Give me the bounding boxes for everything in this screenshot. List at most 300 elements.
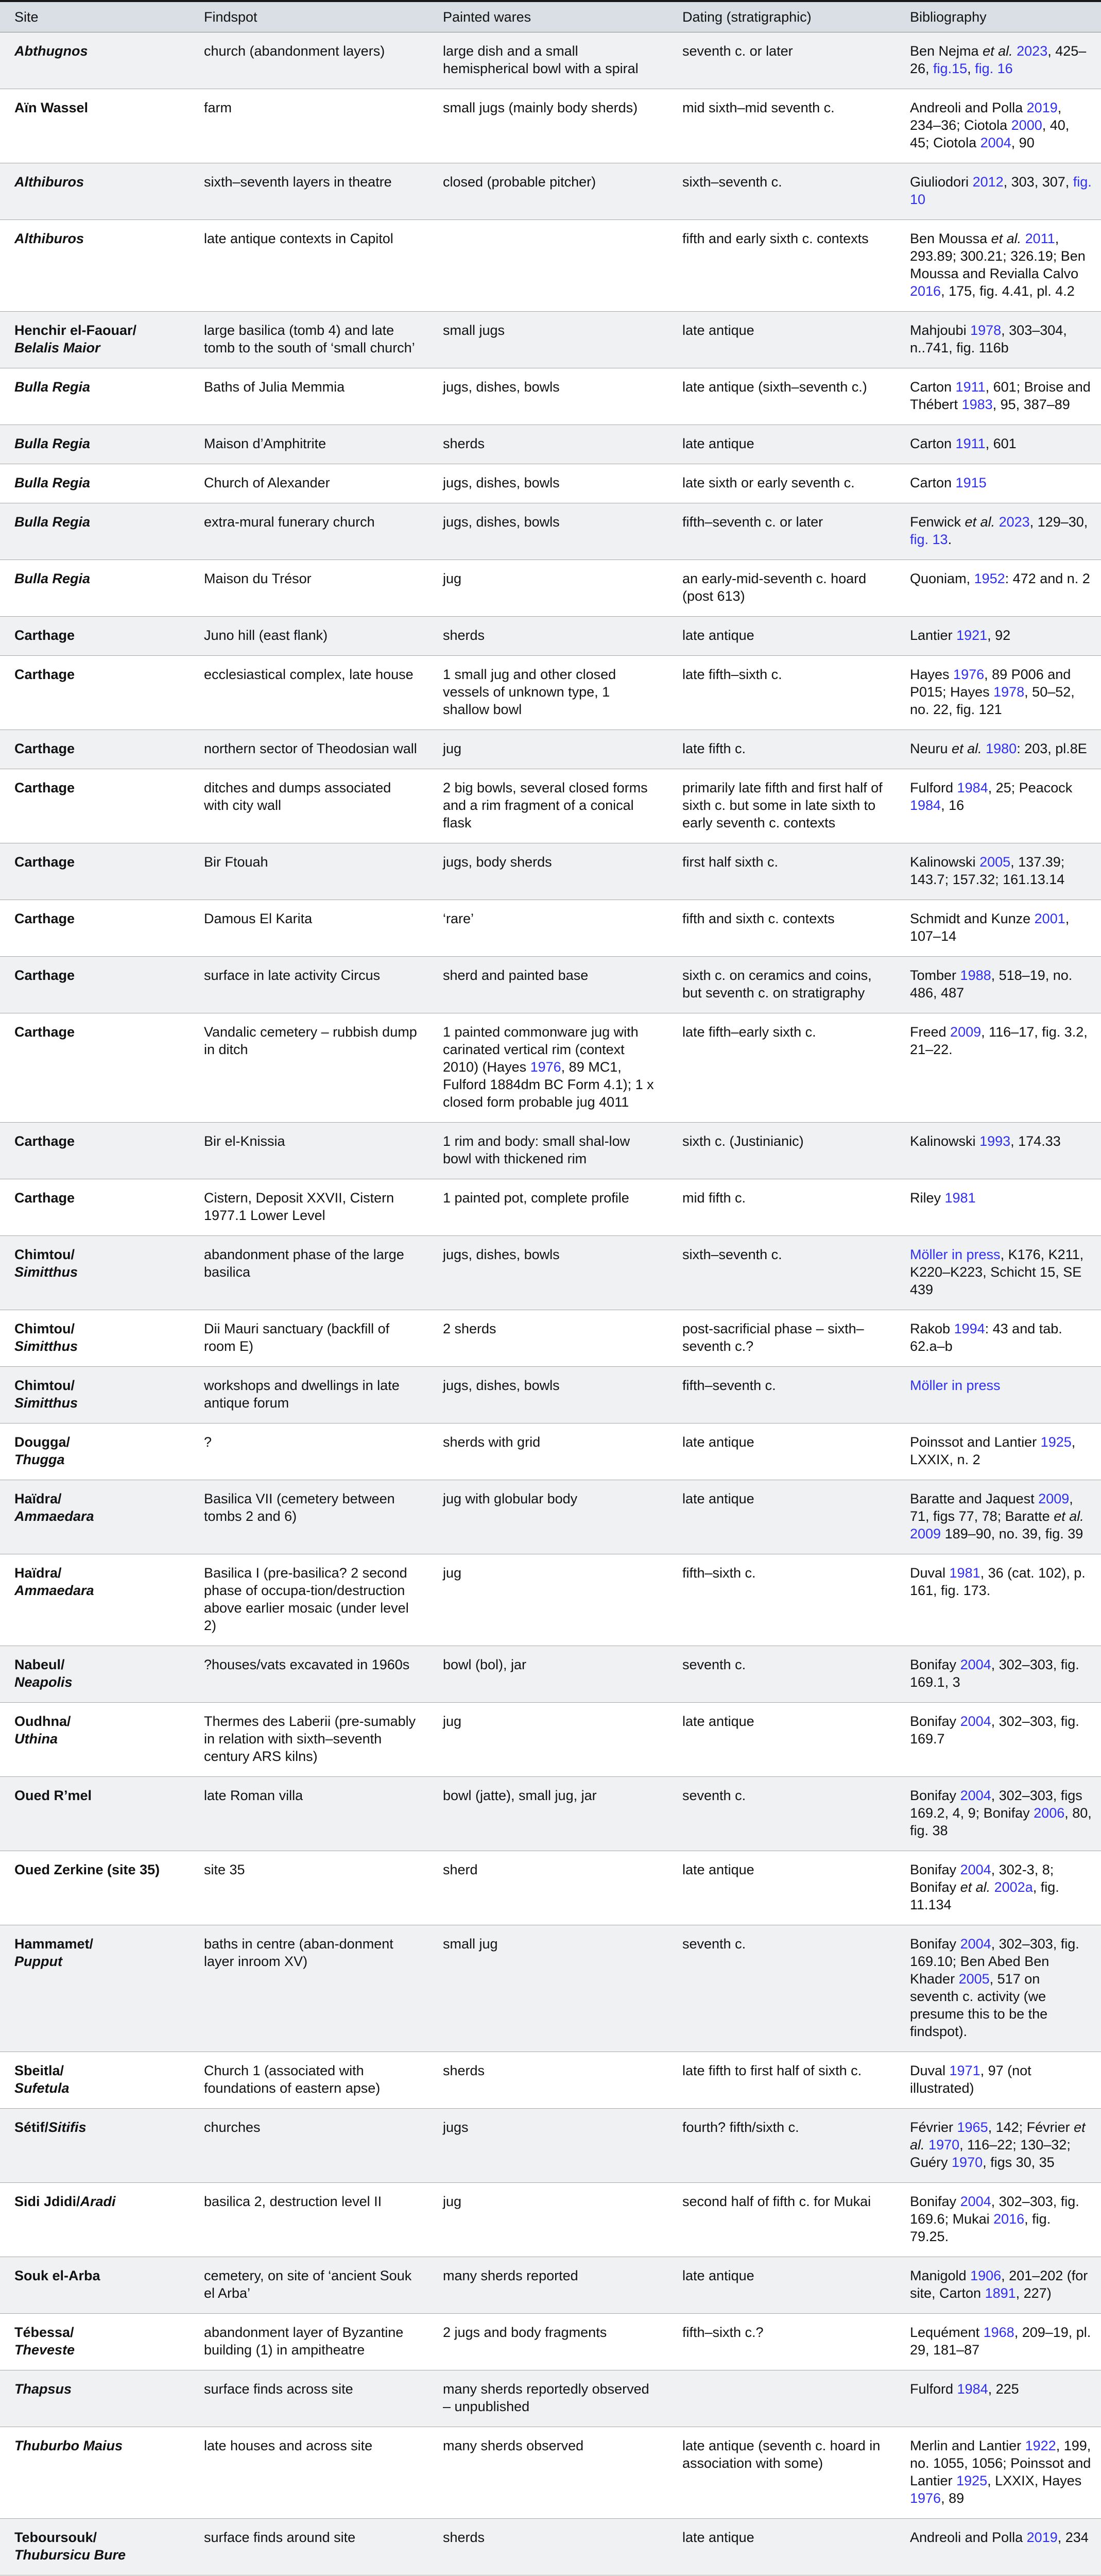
cell-site xyxy=(0,2183,190,2257)
cell-site xyxy=(0,1777,190,1851)
italic-text: et al. xyxy=(960,1879,991,1895)
text-segment: , fig. 79.25. xyxy=(910,2211,1051,2244)
table-row xyxy=(0,843,1101,900)
cell-site xyxy=(0,730,190,769)
cell-findspot: farm xyxy=(190,89,428,163)
table-row xyxy=(0,2052,1101,2109)
citation-link[interactable]: 2016 xyxy=(910,283,941,299)
citation-link[interactable]: 2004 xyxy=(960,1862,991,1877)
site-name: Haïdra/ xyxy=(14,1565,62,1581)
citation-link[interactable]: Möller in press xyxy=(910,1378,1001,1393)
citation-link[interactable]: 1978 xyxy=(970,323,1002,338)
cell-findspot: cemetery, on site of ‘ancient Souk el Arba’ xyxy=(190,2257,428,2314)
text-segment: . xyxy=(948,532,952,547)
cell-bibliography xyxy=(896,2257,1101,2314)
cell-site xyxy=(0,1179,190,1236)
cell-bibliography xyxy=(896,1554,1101,1646)
cell-dating: sixth c. (Justinianic) xyxy=(668,1123,896,1179)
cell-site xyxy=(0,1123,190,1179)
citation-link[interactable]: 1965 xyxy=(957,2120,988,2135)
cell-findspot: Maison du Trésor xyxy=(190,560,428,617)
text-segment: , LXXIX, n. 2 xyxy=(910,1434,1076,1467)
site-ancient-name: Bulla Regia xyxy=(14,571,91,586)
table-row xyxy=(0,1646,1101,1703)
text-segment: , 303–304, n..741, fig. 116b xyxy=(910,323,1067,355)
cell-bibliography xyxy=(896,900,1101,957)
site-name: Sbeitla/ xyxy=(14,2063,64,2078)
citation-link[interactable]: 1970 xyxy=(952,2155,983,2170)
citation-link[interactable]: 2006 xyxy=(1034,1805,1065,1821)
site-name: Carthage xyxy=(14,667,75,682)
site-ancient-name: Ammaedara xyxy=(14,1509,94,1524)
cell-findspot: Basilica VII (cemetery between tombs 2 and 6) xyxy=(190,1480,428,1554)
text-segment: , 16 xyxy=(941,798,965,813)
cell-dating: late antique xyxy=(668,617,896,656)
cell-painted-wares: jugs, body sherds xyxy=(428,843,668,900)
citation-link[interactable]: 2004 xyxy=(960,1936,991,1952)
text-segment: Bonifay xyxy=(910,1788,960,1803)
citation-link[interactable]: 1952 xyxy=(974,571,1005,586)
cell-bibliography xyxy=(896,1123,1101,1179)
text-segment: 1 painted commonware jug with carinated vertical rim (context 2010) (Hayes xyxy=(443,1024,639,1075)
text-segment: Baratte and Jaquest xyxy=(910,1491,1039,1506)
table-row xyxy=(0,1367,1101,1423)
cell-findspot: abandonment phase of the large basilica xyxy=(190,1236,428,1310)
text-segment: , 601; Broise and Thébert xyxy=(910,379,1091,412)
cell-findspot: Bir Ftouah xyxy=(190,843,428,900)
citation-link[interactable]: 1925 xyxy=(1040,1434,1072,1450)
citation-link[interactable]: 2011 xyxy=(1025,231,1055,246)
cell-findspot: Juno hill (east flank) xyxy=(190,617,428,656)
citation-link[interactable]: 2016 xyxy=(993,2211,1025,2227)
cell-dating: fourth? fifth/sixth c. xyxy=(668,2109,896,2183)
header-findspot: Findspot xyxy=(190,1,428,32)
site-name: Chimtou/ xyxy=(14,1247,75,1262)
citation-link[interactable]: 2009 xyxy=(950,1024,982,1040)
cell-findspot: large basilica (tomb 4) and late tomb to the south of ‘small church’ xyxy=(190,312,428,368)
cell-site xyxy=(0,2257,190,2314)
cell-painted-wares: jug xyxy=(428,730,668,769)
cell-site xyxy=(0,2052,190,2109)
site-name: Carthage xyxy=(14,854,75,870)
cell-painted-wares: sherds xyxy=(428,617,668,656)
text-segment: , 36 (cat. 102), p. 161, fig. 173. xyxy=(910,1565,1086,1598)
cell-dating: seventh c. xyxy=(668,1925,896,2052)
citation-link[interactable]: 1981 xyxy=(949,1565,980,1581)
citation-link[interactable]: 1970 xyxy=(928,2137,960,2153)
citation-link[interactable]: 2004 xyxy=(960,1657,991,1672)
citation-link[interactable]: 1921 xyxy=(956,628,988,643)
citation-link[interactable]: 2009 xyxy=(910,1526,941,1541)
site-name: Carthage xyxy=(14,628,75,643)
citation-link[interactable]: 2005 xyxy=(979,854,1011,870)
cell-bibliography xyxy=(896,1179,1101,1236)
text-segment: Lantier xyxy=(910,628,957,643)
text-segment: , 90 xyxy=(1011,135,1035,150)
citation-link[interactable]: 2004 xyxy=(960,2194,991,2209)
citation-link[interactable]: 1911 xyxy=(955,436,986,451)
text-segment: , 302–303, figs 169.2, 4, 9; Bonifay xyxy=(910,1788,1082,1821)
header-dating: Dating (stratigraphic) xyxy=(668,1,896,32)
cell-findspot: extra-mural funerary church xyxy=(190,503,428,560)
site-name: Carthage xyxy=(14,1024,75,1040)
cell-dating: late antique (sixth–seventh c.) xyxy=(668,368,896,425)
text-segment: , 302–303, fig. 169.1, 3 xyxy=(910,1657,1079,1690)
site-ancient-name: Thapsus xyxy=(14,2381,72,2397)
citation-link[interactable]: Möller in press xyxy=(910,1247,1001,1262)
text-segment: , 302–303, fig. 169.7 xyxy=(910,1714,1079,1747)
site-ancient-name: Bulla Regia xyxy=(14,379,91,395)
text-segment: Ben Nejma xyxy=(910,43,983,59)
table-row xyxy=(0,617,1101,656)
cell-bibliography xyxy=(896,560,1101,617)
italic-text: et al. xyxy=(952,741,982,756)
cell-dating: primarily late fifth and first half of sixth c. but some in late sixth to early seventh c. contexts xyxy=(668,769,896,843)
text-segment: , xyxy=(967,61,975,76)
cell-findspot: Cistern, Deposit XXVII, Cistern 1977.1 Lower Level xyxy=(190,1179,428,1236)
site-name: Henchir el-Faouar/ xyxy=(14,323,137,338)
cell-site xyxy=(0,1423,190,1480)
cell-dating: late fifth–sixth c. xyxy=(668,656,896,730)
text-segment xyxy=(990,1879,994,1895)
text-segment: Tomber xyxy=(910,968,960,983)
site-ancient-name: Thuburbo Maius xyxy=(14,2438,123,2453)
citation-link[interactable]: 1983 xyxy=(961,397,993,412)
cell-bibliography xyxy=(896,1310,1101,1367)
text-segment: , 234 xyxy=(1057,2530,1089,2545)
cell-dating: first half sixth c. xyxy=(668,843,896,900)
table-row xyxy=(0,2257,1101,2314)
cell-dating: late sixth or early seventh c. xyxy=(668,464,896,503)
cell-painted-wares: jugs, dishes, bowls xyxy=(428,464,668,503)
citation-link[interactable]: 1993 xyxy=(979,1133,1011,1149)
table-row xyxy=(0,1310,1101,1367)
citation-link[interactable]: 1891 xyxy=(985,2285,1016,2301)
text-segment: , 199, no. 1055, 1056; Poinssot and Lantier xyxy=(910,2438,1091,2488)
cell-bibliography xyxy=(896,1925,1101,2052)
cell-bibliography xyxy=(896,1851,1101,1925)
citation-link[interactable]: 1984 xyxy=(910,798,941,813)
header-row xyxy=(0,1,1101,32)
table-row xyxy=(0,2314,1101,2370)
text-segment: , 175, fig. 4.41, pl. 4.2 xyxy=(941,283,1075,299)
citation-link[interactable]: 1911 xyxy=(955,379,986,395)
cell-site xyxy=(0,1925,190,2052)
cell-site xyxy=(0,1367,190,1423)
text-segment: , 129–30, xyxy=(1029,514,1088,530)
site-name: Teboursouk/ xyxy=(14,2530,97,2545)
citation-link[interactable]: 2023 xyxy=(1017,43,1048,59)
cell-findspot: late Roman villa xyxy=(190,1777,428,1851)
cell-dating: sixth c. on ceramics and coins, but seventh c. on stratigraphy xyxy=(668,957,896,1013)
text-segment: , 107–14 xyxy=(910,911,1070,944)
text-segment: , 25; Peacock xyxy=(988,780,1073,795)
citation-link[interactable]: 2023 xyxy=(999,514,1030,530)
cell-site xyxy=(0,1013,190,1123)
table-row xyxy=(0,730,1101,769)
cell-painted-wares: 2 jugs and body fragments xyxy=(428,2314,668,2370)
text-segment: : 472 and n. 2 xyxy=(1005,571,1090,586)
cell-bibliography xyxy=(896,1646,1101,1703)
citation-link[interactable]: 1984 xyxy=(957,2381,988,2397)
cell-site xyxy=(0,1236,190,1310)
site-name: Nabeul/ xyxy=(14,1657,65,1672)
text-segment: , 425–26, xyxy=(910,43,1087,76)
text-segment: Duval xyxy=(910,2063,950,2078)
cell-bibliography xyxy=(896,2314,1101,2370)
text-segment: , 40, 45; Ciotola xyxy=(910,117,1070,150)
table-row xyxy=(0,1851,1101,1925)
table-row xyxy=(0,2109,1101,2183)
table-row xyxy=(0,769,1101,843)
cell-bibliography xyxy=(896,2052,1101,2109)
text-segment: , 137.39; 143.7; 157.32; 161.13.14 xyxy=(910,854,1065,887)
citation-link[interactable]: 2004 xyxy=(960,1714,991,1729)
citation-link[interactable]: 2019 xyxy=(1026,2530,1058,2545)
site-ancient-name: Thubursicu Bure xyxy=(14,2547,126,2563)
cell-painted-wares: jugs, dishes, bowls xyxy=(428,368,668,425)
citation-link[interactable]: fig. 13 xyxy=(910,532,948,547)
cell-bibliography xyxy=(896,1367,1101,1423)
text-segment: Février xyxy=(910,2120,957,2135)
site-name: Oued Zerkine (site 35) xyxy=(14,1862,160,1877)
site-ancient-name: Sufetula xyxy=(14,2080,70,2096)
text-segment: Poinssot and Lantier xyxy=(910,1434,1041,1450)
text-segment: , LXXIX, Hayes xyxy=(987,2473,1082,2488)
citation-link[interactable]: 1981 xyxy=(944,1190,976,1206)
text-segment: Ben Moussa xyxy=(910,231,991,246)
citation-link[interactable]: 1915 xyxy=(955,475,987,490)
cell-site xyxy=(0,163,190,220)
site-ancient-name: Uthina xyxy=(14,1731,58,1747)
citation-link[interactable]: 2000 xyxy=(1011,117,1042,133)
cell-dating xyxy=(668,2370,896,2427)
cell-painted-wares: bowl (bol), jar xyxy=(428,1646,668,1703)
text-segment: , 50–52, no. 22, fig. 121 xyxy=(910,684,1075,717)
citation-link[interactable]: fig.15 xyxy=(933,61,968,76)
cell-dating: mid sixth–mid seventh c. xyxy=(668,89,896,163)
text-segment: , 116–22; 130–32; Guéry xyxy=(910,2137,1071,2170)
cell-painted-wares: jugs, dishes, bowls xyxy=(428,1236,668,1310)
citation-link[interactable]: 1988 xyxy=(960,968,991,983)
text-segment: , 518–19, no. 486, 487 xyxy=(910,968,1073,1001)
table-header xyxy=(0,1,1101,32)
cell-findspot: baths in centre (aban-donment layer inroom XV) xyxy=(190,1925,428,2052)
text-segment: , 302–303, fig. 169.6; Mukai xyxy=(910,2194,1079,2227)
cell-site xyxy=(0,2370,190,2427)
text-segment: , 517 on seventh c. activity (we presume this to be the findspot). xyxy=(910,1971,1048,2039)
site-ancient-name: Bulla Regia xyxy=(14,475,91,490)
text-segment: , 174.33 xyxy=(1010,1133,1061,1149)
citation-link[interactable]: 2012 xyxy=(972,174,1004,190)
cell-dating: fifth and sixth c. contexts xyxy=(668,900,896,957)
cell-dating: post-sacrificial phase – sixth–seventh c.? xyxy=(668,1310,896,1367)
text-segment: , 209–19, pl. 29, 181–87 xyxy=(910,2325,1091,2358)
italic-text: et al. xyxy=(910,2120,1086,2153)
cell-site xyxy=(0,2427,190,2519)
citation-link[interactable]: 1971 xyxy=(949,2063,980,2078)
cell-dating: fifth–sixth c. xyxy=(668,1554,896,1646)
citation-link[interactable]: 1976 xyxy=(953,667,985,682)
site-name: Haïdra/ xyxy=(14,1491,62,1506)
citation-link[interactable]: fig. 16 xyxy=(975,61,1013,76)
site-ancient-name: Simitthus xyxy=(14,1395,78,1411)
text-segment: Duval xyxy=(910,1565,950,1581)
cell-dating: late antique xyxy=(668,1480,896,1554)
text-segment: Manigold xyxy=(910,2268,971,2283)
citation-link[interactable]: 2009 xyxy=(1038,1491,1070,1506)
text-segment xyxy=(925,2137,929,2153)
table-row xyxy=(0,2427,1101,2519)
site-ancient-name: Simitthus xyxy=(14,1338,78,1354)
text-segment: Rakob xyxy=(910,1321,954,1336)
citation-link[interactable]: 1976 xyxy=(530,1059,561,1075)
citation-link[interactable]: 2004 xyxy=(960,1788,991,1803)
site-name: Carthage xyxy=(14,1133,75,1149)
cell-dating: fifth–sixth c.? xyxy=(668,2314,896,2370)
cell-dating: seventh c. xyxy=(668,1646,896,1703)
citation-link[interactable]: 1906 xyxy=(970,2268,1002,2283)
cell-findspot: workshops and dwellings in late antique forum xyxy=(190,1367,428,1423)
cell-dating: sixth–seventh c. xyxy=(668,1236,896,1310)
site-name: Chimtou/ xyxy=(14,1321,75,1336)
cell-dating: late antique xyxy=(668,2519,896,2575)
cell-bibliography xyxy=(896,1236,1101,1310)
text-segment: , 142; Février xyxy=(988,2120,1074,2135)
site-name: Carthage xyxy=(14,968,75,983)
cell-findspot: Maison d’Amphitrite xyxy=(190,425,428,464)
cell-dating: second half of fifth c. for Mukai xyxy=(668,2183,896,2257)
cell-bibliography xyxy=(896,312,1101,368)
cell-painted-wares: jug xyxy=(428,1703,668,1777)
citation-link[interactable]: 1994 xyxy=(954,1321,985,1336)
cell-site xyxy=(0,89,190,163)
table-row xyxy=(0,656,1101,730)
site-ancient-name: Neapolis xyxy=(14,1674,73,1690)
cell-dating: late fifth to first half of sixth c. xyxy=(668,2052,896,2109)
cell-painted-wares xyxy=(428,1013,668,1123)
cell-painted-wares: many sherds observed xyxy=(428,2427,668,2519)
table-row xyxy=(0,1423,1101,1480)
cell-bibliography xyxy=(896,656,1101,730)
cell-site xyxy=(0,464,190,503)
cell-site xyxy=(0,900,190,957)
cell-painted-wares: small jug xyxy=(428,1925,668,2052)
text-segment: Bonifay xyxy=(910,1657,960,1672)
table-row xyxy=(0,1703,1101,1777)
cell-findspot: Damous El Karita xyxy=(190,900,428,957)
cell-site xyxy=(0,769,190,843)
text-segment: Lequément xyxy=(910,2325,984,2340)
site-name: Chimtou/ xyxy=(14,1378,75,1393)
citation-link[interactable]: 2019 xyxy=(1026,100,1058,115)
cell-findspot: late houses and across site xyxy=(190,2427,428,2519)
italic-text: et al. xyxy=(991,231,1022,246)
cell-site xyxy=(0,1554,190,1646)
cell-findspot: site 35 xyxy=(190,1851,428,1925)
cell-bibliography xyxy=(896,957,1101,1013)
cell-findspot: Baths of Julia Memmia xyxy=(190,368,428,425)
citation-link[interactable]: 1922 xyxy=(1025,2438,1056,2453)
site-ancient-name: Althiburos xyxy=(14,174,84,190)
table-row xyxy=(0,368,1101,425)
citation-link[interactable]: 2004 xyxy=(980,135,1011,150)
cell-bibliography xyxy=(896,32,1101,89)
cell-dating: late antique xyxy=(668,425,896,464)
citation-link[interactable]: 2005 xyxy=(958,1971,990,1987)
cell-painted-wares: 1 painted pot, complete profile xyxy=(428,1179,668,1236)
cell-bibliography xyxy=(896,730,1101,769)
text-segment: Fulford xyxy=(910,2381,957,2397)
cell-bibliography xyxy=(896,163,1101,220)
text-segment: , 80, fig. 38 xyxy=(910,1805,1092,1838)
cell-site xyxy=(0,1480,190,1554)
citation-link[interactable]: 2002a xyxy=(994,1879,1033,1895)
cell-site xyxy=(0,2519,190,2575)
site-name: Oudhna/ xyxy=(14,1714,71,1729)
cell-painted-wares: sherds xyxy=(428,425,668,464)
cell-painted-wares: 1 rim and body: small shal-low bowl with thickened rim xyxy=(428,1123,668,1179)
cell-painted-wares: jugs, dishes, bowls xyxy=(428,503,668,560)
citation-link[interactable]: fig. 10 xyxy=(910,174,1092,207)
citation-link[interactable]: 1978 xyxy=(993,684,1025,700)
cell-site xyxy=(0,1703,190,1777)
cell-dating: late antique xyxy=(668,2257,896,2314)
cell-findspot: ditches and dumps associated with city wall xyxy=(190,769,428,843)
citation-link[interactable]: 1925 xyxy=(956,2473,988,2488)
table-row xyxy=(0,957,1101,1013)
text-segment: , 302–303, fig. 169.10; Ben Abed Ben Khader xyxy=(910,1936,1079,1987)
text-segment xyxy=(982,741,986,756)
text-segment: : 43 and tab. 62.a–b xyxy=(910,1321,1062,1354)
citation-link[interactable]: 1980 xyxy=(986,741,1017,756)
cell-findspot: Church 1 (associated with foundations of eastern apse) xyxy=(190,2052,428,2109)
table-row xyxy=(0,1236,1101,1310)
cell-bibliography xyxy=(896,1423,1101,1480)
site-ancient-name: Sitifis xyxy=(48,2120,87,2135)
cell-site xyxy=(0,425,190,464)
site-ancient-name: Belalis Maior xyxy=(14,340,100,355)
citation-link[interactable]: 1984 xyxy=(957,780,988,795)
cell-findspot: ? xyxy=(190,1423,428,1480)
cell-painted-wares: jugs, dishes, bowls xyxy=(428,1367,668,1423)
text-segment: , 71, figs 77, 78; Baratte xyxy=(910,1491,1073,1524)
table-row xyxy=(0,464,1101,503)
citation-link[interactable]: 1968 xyxy=(983,2325,1014,2340)
table-row xyxy=(0,1179,1101,1236)
cell-site xyxy=(0,220,190,312)
table-row xyxy=(0,503,1101,560)
cell-painted-wares: sherds with grid xyxy=(428,1423,668,1480)
text-segment: , 601 xyxy=(985,436,1017,451)
text-segment: , 234–36; Ciotola xyxy=(910,100,1062,133)
text-segment: Freed xyxy=(910,1024,951,1040)
citation-link[interactable]: 1976 xyxy=(910,2490,941,2506)
site-name: Souk el-Arba xyxy=(14,2268,100,2283)
cell-painted-wares: sherd xyxy=(428,1851,668,1925)
cell-painted-wares: small jugs xyxy=(428,312,668,368)
cell-painted-wares: bowl (jatte), small jug, jar xyxy=(428,1777,668,1851)
cell-findspot: northern sector of Theodosian wall xyxy=(190,730,428,769)
text-segment: : 203, pl.8E xyxy=(1017,741,1087,756)
cell-painted-wares: jug xyxy=(428,2183,668,2257)
cell-findspot: basilica 2, destruction level II xyxy=(190,2183,428,2257)
cell-dating: seventh c. or later xyxy=(668,32,896,89)
table-row xyxy=(0,425,1101,464)
citation-link[interactable]: 2001 xyxy=(1034,911,1065,926)
text-segment: , 89 MC1, Fulford 1884dm BC Form 4.1); 1 x closed form probable jug 4011 xyxy=(443,1059,654,1110)
cell-site xyxy=(0,503,190,560)
